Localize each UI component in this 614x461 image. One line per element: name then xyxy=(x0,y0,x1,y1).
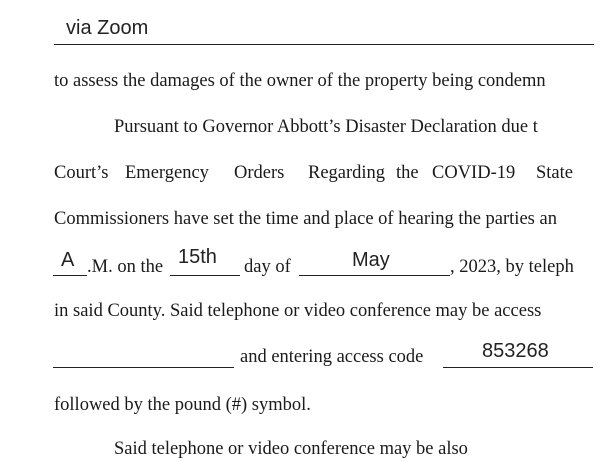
text-line-1: to assess the damages of the owner of the property being condemn xyxy=(54,71,546,91)
text-line-8: followed by the pound (#) symbol. xyxy=(54,395,311,415)
url-blank xyxy=(53,367,234,368)
word: Court’s xyxy=(54,163,109,183)
day-value: 15th xyxy=(178,246,217,268)
text-line-2: Pursuant to Governor Abbott’s Disaster Declaration due t xyxy=(114,117,538,137)
meridiem-blank xyxy=(53,275,87,276)
access-code-blank xyxy=(443,367,593,368)
text-line-7: and entering access code xyxy=(240,347,424,367)
word: Emergency xyxy=(125,163,209,183)
text-line-9: Said telephone or video conference may be also xyxy=(114,439,468,459)
header-field-underline xyxy=(54,44,594,45)
header-field-value: via Zoom xyxy=(66,17,149,39)
text-line-5a: .M. on the xyxy=(87,257,164,277)
text-line-5c: , 2023, by teleph xyxy=(450,257,574,277)
access-code-value: 853268 xyxy=(482,340,549,362)
meridiem-value: A xyxy=(61,249,75,271)
day-blank xyxy=(170,275,240,276)
month-value: May xyxy=(352,249,390,271)
word: Orders xyxy=(234,163,285,183)
word: State xyxy=(536,163,573,183)
word: the xyxy=(396,163,419,183)
month-blank xyxy=(299,275,450,276)
text-line-6: in said County. Said telephone or video conference may be access xyxy=(54,301,542,321)
word: COVID-19 xyxy=(432,163,516,183)
word: Regarding xyxy=(308,163,386,183)
text-line-4: Commissioners have set the time and place of hearing the parties an xyxy=(54,209,557,229)
text-line-5b: day of xyxy=(244,257,291,277)
